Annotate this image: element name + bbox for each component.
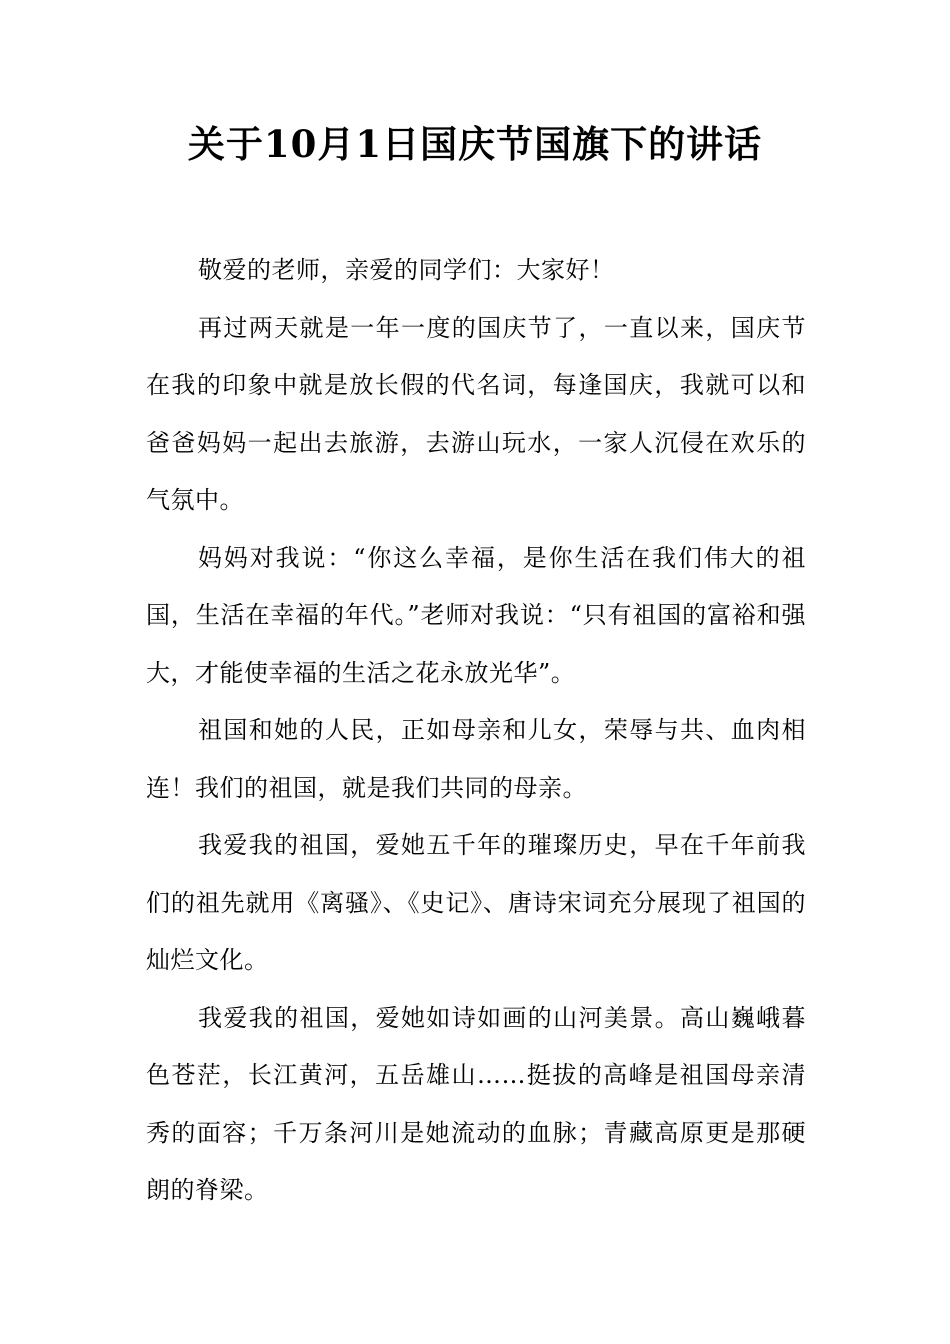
paragraph-greeting: 敬爱的老师，亲爱的同学们：大家好！ (198, 256, 615, 284)
document-body (146, 242, 806, 1220)
document-title: 关于10月1日国庆节国旗下的讲话 (187, 122, 763, 166)
paragraph-motherland-people: 祖国和她的人民，正如母亲和儿女，荣辱与共、血肉相连！我们的祖国，就是我们共同的母亲。 (146, 716, 806, 802)
paragraph-national-day: 再过两天就是一年一度的国庆节了，一直以来，国庆节在我的印象中就是放长假的代名词，每逢国庆，我就可以和爸爸妈妈一起出去旅游，去游山玩水，一家人沉侵在欢乐的气氛中。 (146, 313, 806, 514)
paragraph-history: 我爱我的祖国，爱她五千年的璀璨历史，早在千年前我们的祖先就用《离骚》、《史记》、唐诗宋词充分展现了祖国的灿烂文化。 (146, 831, 806, 974)
paragraph-landscape: 我爱我的祖国，爱她如诗如画的山河美景。高山巍峨暮色苍茫，长江黄河，五岳雄山……挺拔的高峰是祖国母亲清秀的面容；千万条河川是她流动的血脉；青藏高原更是那硬朗的脊梁。 (146, 1003, 806, 1204)
paragraph-mother-teacher: 妈妈对我说：“你这么幸福，是你生活在我们伟大的祖国，生活在幸福的年代。”老师对我说：“只有祖国的富裕和强大，才能使幸福的生活之花永放光华”。 (146, 543, 806, 687)
